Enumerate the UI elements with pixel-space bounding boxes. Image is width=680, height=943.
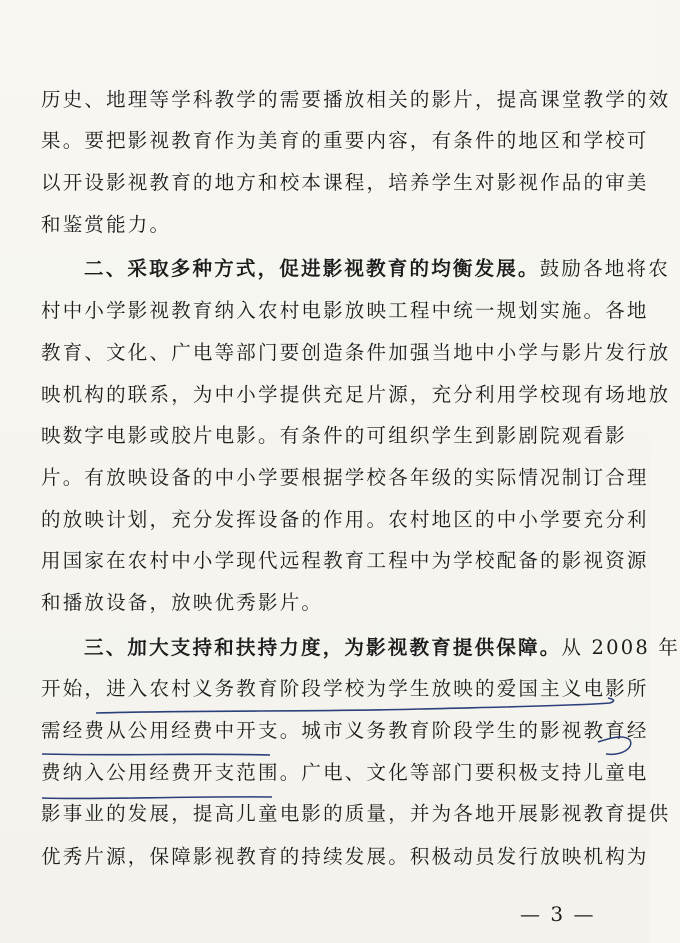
text-line: 映数字电影或胶片电影。有条件的可组织学生到影剧院观看影 bbox=[41, 424, 627, 447]
text-line: 和播放设备，放映优秀影片。 bbox=[41, 591, 324, 614]
text-line: 和鉴赏能力。 bbox=[41, 213, 172, 236]
section-heading: 二、采取多种方式，促进影视教育的均衡发展。 bbox=[84, 257, 540, 280]
pen-underline-3 bbox=[42, 797, 272, 799]
text-line: 开始，进入农村义务教育阶段学校为学生放映的爱国主义电影所 bbox=[41, 677, 649, 700]
text-line: 用国家在农村中小学现代远程教育工程中为学校配备的影视资源 bbox=[41, 549, 649, 572]
text-line: 需经费从公用经费中开支。城市义务教育阶段学生的影视教育经 bbox=[41, 719, 649, 742]
text-line: 以开设影视教育的地方和校本课程，培养学生对影视作品的审美 bbox=[41, 171, 649, 194]
text-line: 村中小学影视教育纳入农村电影放映工程中统一规划实施。各地 bbox=[41, 299, 649, 322]
text-line: 教育、文化、广电等部门要创造条件加强当地中小学与影片发行放 bbox=[41, 341, 671, 364]
text-run: 鼓励各地将农 bbox=[539, 257, 670, 280]
text-line: 的放映计划，充分发挥设备的作用。农村地区的中小学要充分利 bbox=[41, 508, 649, 531]
text-line: 映机构的联系，为中小学提供充足片源，充分利用学校现有场地放 bbox=[41, 383, 671, 406]
pen-underline-2 bbox=[42, 754, 270, 755]
text-line: 果。要把影视教育作为美育的重要内容，有条件的地区和学校可 bbox=[41, 129, 649, 152]
text-line: 历史、地理等学科教学的需要播放相关的影片，提高课堂教学的效 bbox=[41, 88, 671, 111]
page-number: — 3 — bbox=[520, 902, 596, 926]
text-run: 从 2008 年 bbox=[561, 636, 680, 659]
section-line bbox=[84, 257, 670, 281]
text-line: 优秀片源，保障影视教育的持续发展。积极动员发行放映机构为 bbox=[41, 845, 649, 868]
text-line: 费纳入公用经费开支范围。广电、文化等部门要积极支持儿童电 bbox=[41, 761, 649, 784]
text-line: 片。有放映设备的中小学要根据学校各年级的实际情况制订合理 bbox=[41, 466, 649, 489]
text-line: 影事业的发展，提高儿童电影的质量，并为各地开展影视教育提供 bbox=[41, 802, 671, 825]
section-heading: 三、加大支持和扶持力度，为影视教育提供保障。 bbox=[84, 636, 562, 659]
section-line bbox=[84, 636, 680, 660]
